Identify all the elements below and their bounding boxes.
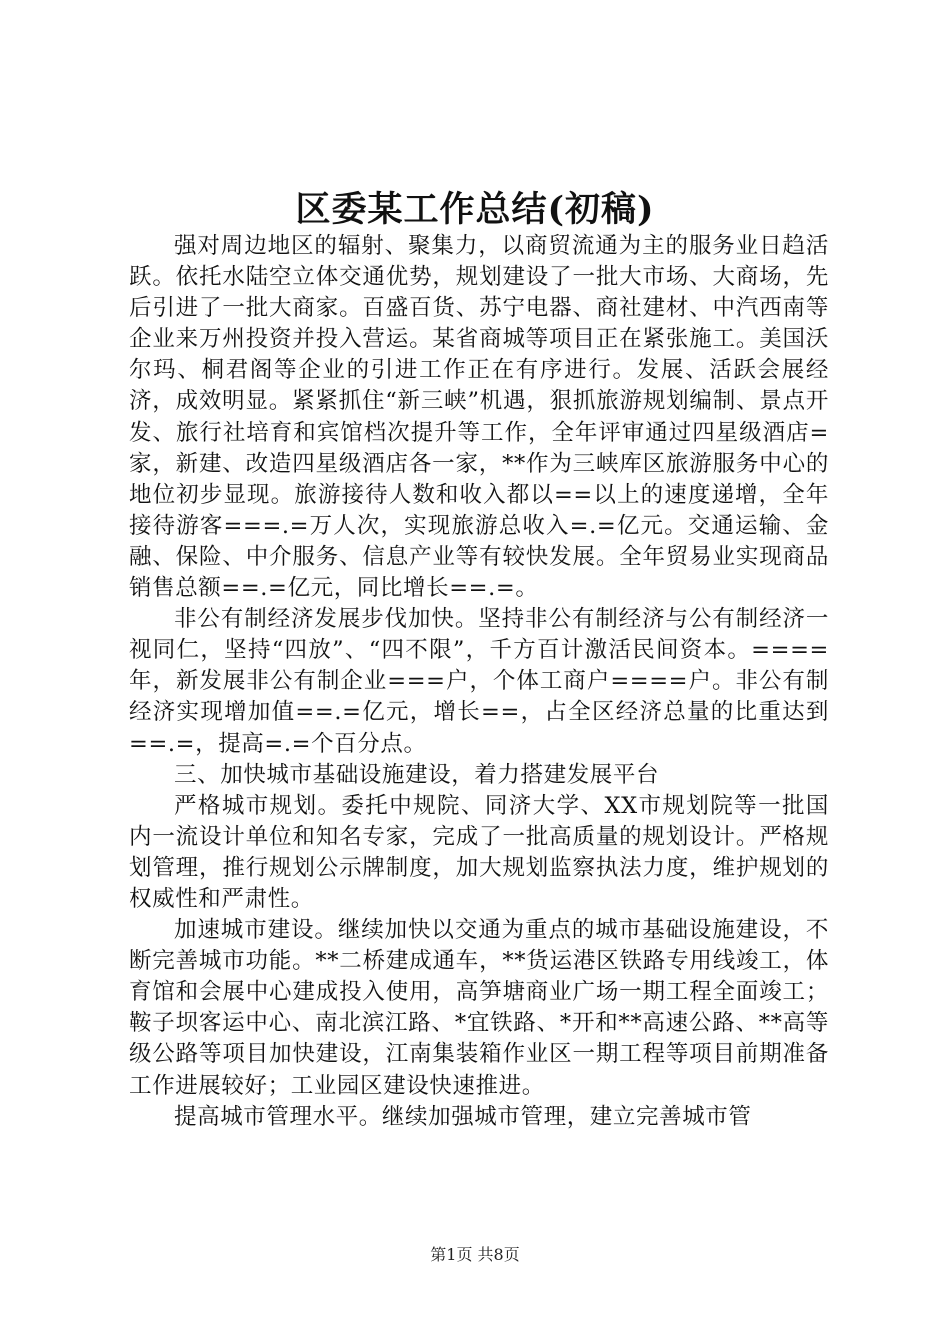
page-number-footer: 第1页 共8页: [430, 1245, 520, 1264]
paragraph-urban-management: 提高城市管理水平。继续加强城市管理，建立完善城市管: [174, 1103, 752, 1130]
section-heading-infrastructure: 三、加快城市基础设施建设，着力搭建发展平台: [174, 761, 660, 788]
paragraph-urban-planning: 严格城市规划。委托中规院、同济大学、XX市规划院等一批国内一流设计单位和知名专家，完成了一批高质量的规划设计。严格规划管理，推行规划公示牌制度，加大规划监察执法力度，维护规划的权威性和严肃性。: [129, 792, 829, 912]
paragraph-commerce: 强对周边地区的辐射、聚集力，以商贸流通为主的服务业日趋活跃。依托水陆空立体交通优势，规划建设了一批大市场、大商场，先后引进了一批大商家。百盛百货、苏宁电器、商社建材、中汽西南等企业来万州投资并投入营运。某省商城等项目正在紧张施工。美国沃尔玛、桐君阁等企业的引进工作正在有序进行。发展、活跃会展经济，成效明显。紧紧抓住“新三峡”机遇，狠抓旅游规划编制、景点开发、旅行社培育和宾馆档次提升等工作，全年评审通过四星级酒店=家，新建、改造四星级酒店各一家，**作为三峡库区旅游服务中心的地位初步显现。旅游接待人数和收入都以==以上的速度递增，全年接待游客===.=万人次，实现旅游总收入=.=亿元。交通运输、金融、保险、中介服务、信息产业等有较快发展。全年贸易业实现商品销售总额==.=亿元，同比增长==.=。: [129, 233, 829, 602]
paragraph-urban-construction: 加速城市建设。继续加快以交通为重点的城市基础设施建设，不断完善城市功能。**二桥建成通车，**货运港区铁路专用线竣工，体育馆和会展中心建成投入使用，高笋塘商业广场一期工程全面竣工；鞍子坝客运中心、南北滨江路、*宜铁路、*开和**高速公路、**高等级公路等项目加快建设，江南集装箱作业区一期工程等项目前期准备工作进展较好；工业园区建设快速推进。: [129, 917, 829, 1099]
paragraph-private-economy: 非公有制经济发展步伐加快。坚持非公有制经济与公有制经济一视同仁，坚持“四放”、“四不限”，千方百计激活民间资本。====年，新发展非公有制企业===户，个体工商户====户。非公有制经济实现增加值==.=亿元，增长==，占全区经济总量的比重达到==.=，提高=.=个百分点。: [129, 606, 829, 757]
document-title: 区委某工作总结(初稿): [295, 189, 655, 230]
document-body: [129, 231, 829, 1133]
